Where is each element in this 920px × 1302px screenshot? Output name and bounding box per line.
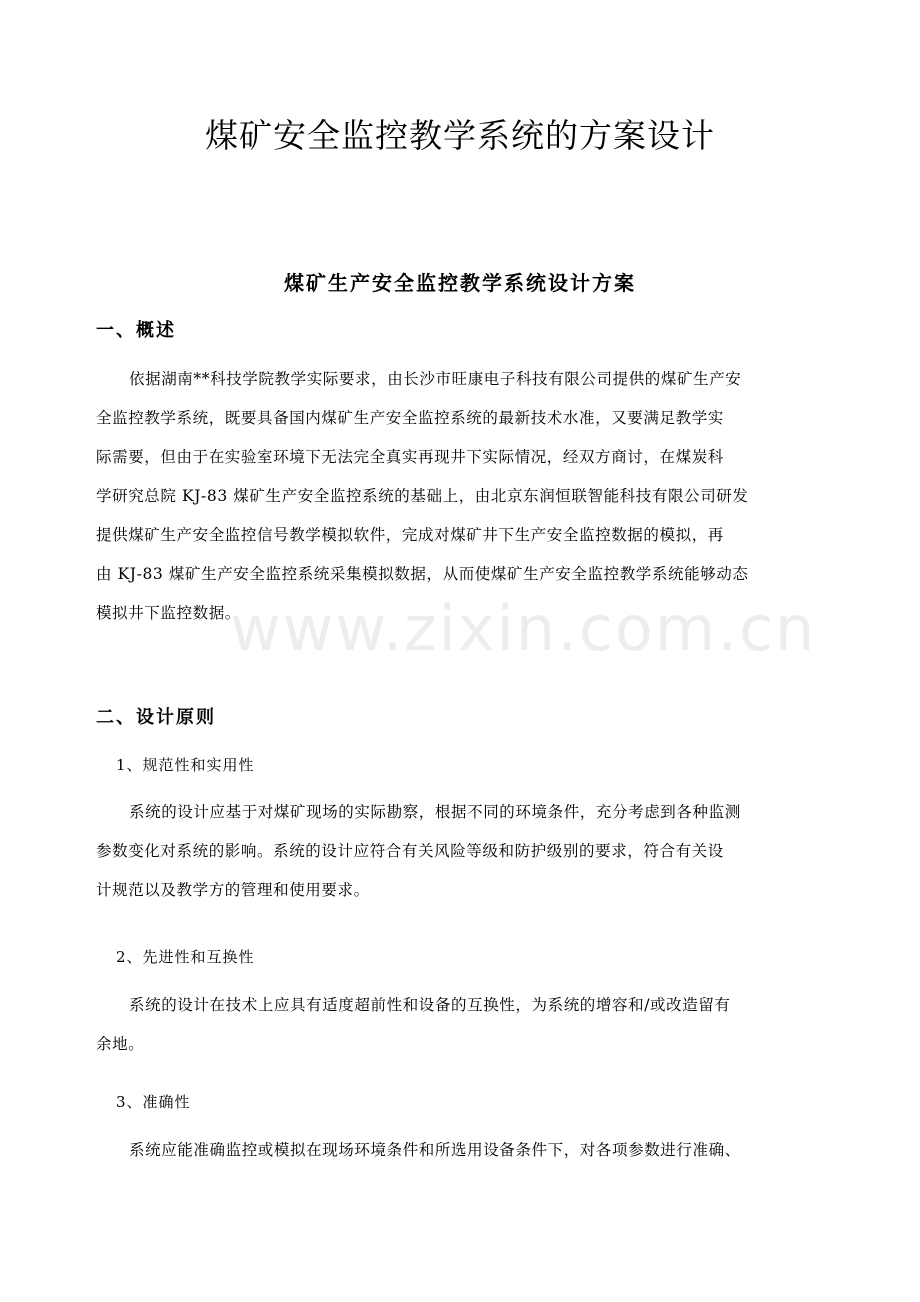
principle-paragraph-2 [96, 986, 828, 1064]
section-heading-overview: 一、概述 [96, 320, 176, 341]
watermark: www.zixin.com.cn [230, 592, 817, 665]
paragraph-line: 系统的设计在技术上应具有适度超前性和设备的互换性，为系统的增容和/或改造留有 [129, 996, 731, 1014]
paragraph-line: 系统应能准确监控或模拟在现场环境条件和所选用设备条件下，对各项参数进行准确、 [129, 1141, 741, 1159]
paragraph-line: 全监控教学系统，既要具备国内煤矿生产安全监控系统的最新技术水准，又要满足教学实 [96, 409, 724, 427]
principle-paragraph-3 [96, 1131, 828, 1170]
paragraph-line: 学研究总院 KJ-83 煤矿生产安全监控系统的基础上，由北京东润恒联智能科技有限公司研发 [96, 487, 749, 505]
paragraph-line: 提供煤矿生产安全监控信号教学模拟软件，完成对煤矿井下生产安全监控数据的模拟，再 [96, 526, 724, 544]
principle-paragraph-1 [96, 793, 828, 910]
paragraph-line: 计规范以及教学方的管理和使用要求。 [96, 881, 370, 899]
principle-title-2: 2、先进性和互换性 [116, 948, 255, 966]
section-heading-principles: 二、设计原则 [96, 707, 216, 728]
paragraph-line: 由 KJ-83 煤矿生产安全监控系统采集模拟数据，从而使煤矿生产安全监控教学系统能够动态 [96, 565, 749, 583]
paragraph-line: 系统的设计应基于对煤矿现场的实际勘察，根据不同的环境条件，充分考虑到各种监测 [129, 803, 741, 821]
principle-title-1: 1、规范性和实用性 [116, 756, 255, 774]
paragraph-line: 依据湖南**科技学院教学实际要求，由长沙市旺康电子科技有限公司提供的煤矿生产安 [129, 370, 742, 388]
paragraph-line: 参数变化对系统的影响。系统的设计应符合有关风险等级和防护级别的要求，符合有关设 [96, 842, 724, 860]
paragraph-line: 余地。 [96, 1035, 145, 1053]
overview-paragraph [96, 360, 828, 633]
document-subtitle: 煤矿生产安全监控教学系统设计方案 [284, 271, 636, 295]
document-title: 煤矿安全监控教学系统的方案设计 [205, 116, 715, 155]
principle-title-3: 3、准确性 [116, 1093, 191, 1111]
paragraph-line: 际需要，但由于在实验室环境下无法完全真实再现井下实际情况，经双方商讨，在煤炭科 [96, 448, 724, 466]
paragraph-line: 模拟井下监控数据。 [96, 604, 241, 622]
